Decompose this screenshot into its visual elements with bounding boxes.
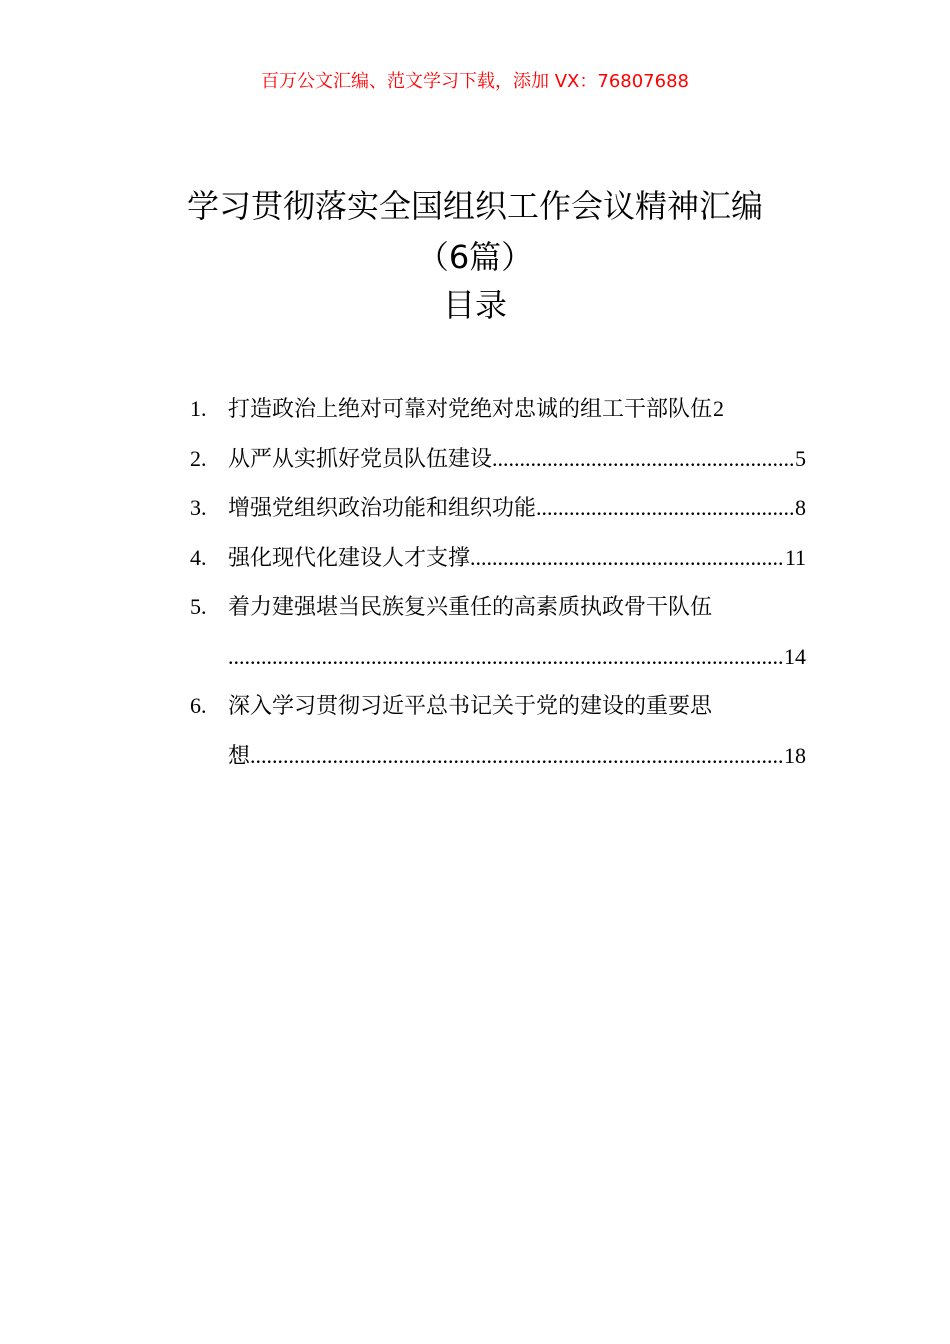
document-title: 学习贯彻落实全国组织工作会议精神汇编 [186,187,763,225]
toc-entry-title: 深入学习贯彻习近平总书记关于党的建设的重要思 [228,694,713,719]
toc-entry-title: 从严从实抓好党员队伍建设 [228,446,493,472]
toc-leader-dots [470,533,784,583]
toc-entry-number: 5. [190,594,207,619]
toc-entry[interactable] [190,384,806,434]
table-of-contents [190,384,806,780]
toc-entry-title: 强化现代化建设人才支撑 [228,545,471,571]
toc-entry-page: 11 [784,544,806,570]
toc-entry-number: 4. [190,544,207,570]
toc-entry[interactable] [190,582,806,681]
toc-leader-dots [250,731,783,781]
toc-entry-page: 14 [784,643,806,669]
toc-leader-dots [492,434,794,484]
toc-entry-title: 增强党组织政治功能和组织功能 [228,496,537,521]
toc-entry-page: 8 [795,495,806,520]
toc-entry-number: 6. [190,693,207,718]
toc-entry-title: 打造政治上绝对可靠对党绝对忠诚的组工干部队伍 [228,397,713,422]
toc-entry-title-continued: 想 [228,743,251,769]
toc-entry-number: 2. [190,445,207,471]
toc-entry[interactable] [190,483,806,533]
toc-entry-title: 着力建强堪当民族复兴重任的高素质执政骨干队伍 [228,595,713,620]
toc-entry-number: 3. [190,495,207,520]
toc-entry-page: 18 [784,742,806,768]
toc-entry-page: 5 [795,445,806,471]
document-subtitle: （6篇） [416,238,534,276]
toc-leader-dots [536,483,794,533]
toc-entry-page: 2 [713,396,725,421]
toc-entry[interactable] [190,533,806,583]
toc-heading: 目录 [442,286,507,324]
toc-entry[interactable] [190,681,806,780]
toc-entry[interactable] [190,434,806,484]
header-note: 百万公文汇编、范文学习下载，添加 VX：76807688 [261,71,689,92]
toc-leader-dots [228,632,783,682]
toc-entry-number: 1. [190,396,207,421]
